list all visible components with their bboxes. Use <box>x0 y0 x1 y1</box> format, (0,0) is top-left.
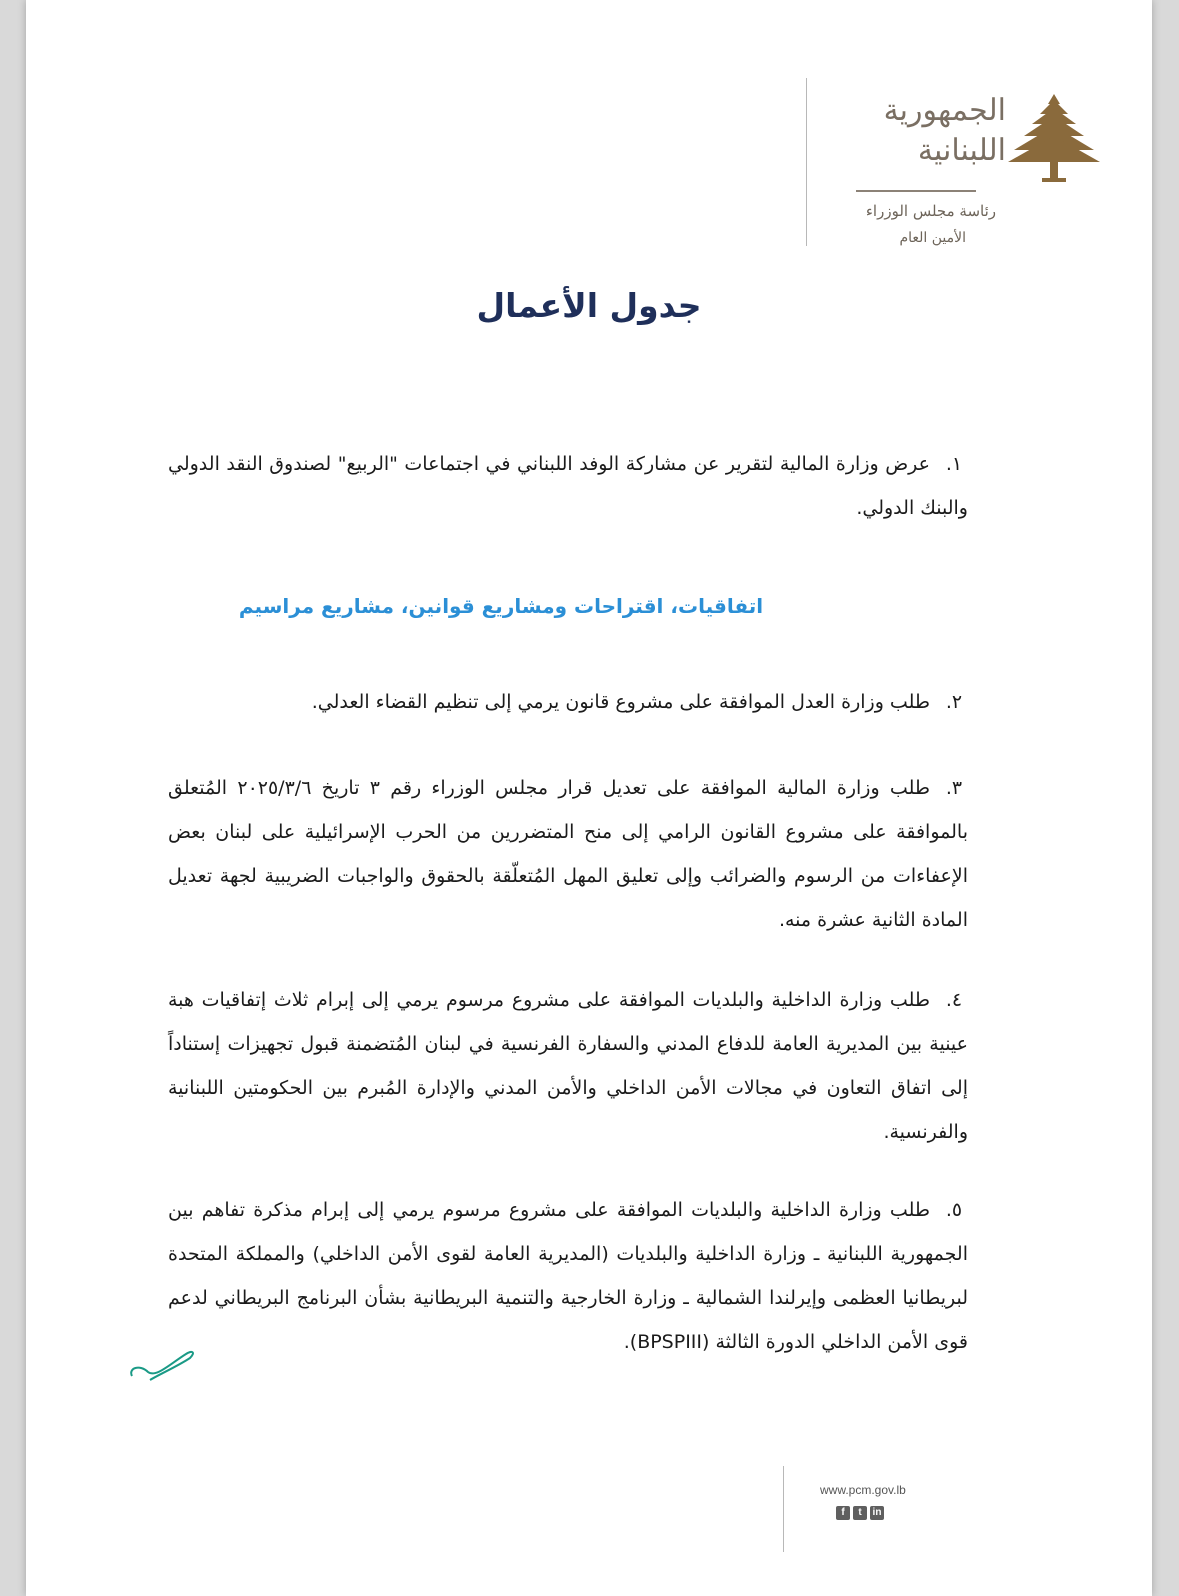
cedar-logo-icon <box>1004 90 1104 190</box>
section-heading: اتفاقيات، اقتراحات ومشاريع قوانين، مشاريع مراسيم <box>238 594 764 618</box>
agenda-item-4 <box>168 978 968 1154</box>
item-text: طلب وزارة الداخلية والبلديات الموافقة على مشروع مرسوم يرمي إلى إبرام ثلاث إتفاقيات هبة عينية بين المديرية العامة للدفاع المدني والسفارة الفرنسية في لبنان المُتضمنة قبول تجهيزات إستناداً إلى اتفاق التعاون في مجالات الأمن الداخلي والأمن المدني والإدارة المُبرم بين الحكومتين اللبنانية والفرنسية. <box>168 989 968 1143</box>
agenda-item-5 <box>168 1188 968 1364</box>
item-number: ٤. <box>945 989 963 1011</box>
seal-text-line1: الجمهورية <box>883 93 1006 128</box>
item-number: ٢. <box>945 691 963 713</box>
signature-initial <box>126 1346 198 1386</box>
item-number: ٣. <box>945 777 963 799</box>
twitter-icon[interactable]: t <box>853 1506 867 1520</box>
letterhead <box>816 80 1116 270</box>
seal-text-line2: اللبنانية <box>917 133 1006 168</box>
page-title: جدول الأعمال <box>476 286 702 325</box>
item-text: طلب وزارة المالية الموافقة على تعديل قرار مجلس الوزراء رقم ٣ تاريخ ٢٠٢٥/٣/٦ المُتعلق بالموافقة على مشروع القانون الرامي إلى منح المتضررين من الحرب الإسرائيلية على لبنان بعض الإعفاءات من الرسوم والضرائب وإلى تعليق المهل المُتعلّقة بالحقوق والواجبات الضريبية لجهة تعديل المادة الثانية عشرة منه. <box>168 777 968 931</box>
agenda-item-1 <box>168 442 968 530</box>
item-text: عرض وزارة المالية لتقرير عن مشاركة الوفد اللبناني في اجتماعات "الربيع" لصندوق النقد الدولي والبنك الدولي. <box>168 453 968 519</box>
office-title: الأمين العام <box>899 230 966 246</box>
agenda-item-3 <box>168 766 968 942</box>
item-number: ١. <box>945 453 963 475</box>
item-number: ٥. <box>945 1199 963 1221</box>
agenda-item-2 <box>168 680 968 724</box>
footer-divider <box>783 1466 784 1552</box>
item-text: طلب وزارة العدل الموافقة على مشروع قانون يرمي إلى تنظيم القضاء العدلي. <box>311 691 930 713</box>
website-link[interactable]: www.pcm.gov.lb <box>820 1483 906 1497</box>
header-divider <box>806 78 807 246</box>
office-name: رئاسة مجلس الوزراء <box>865 202 996 220</box>
linkedin-icon[interactable]: in <box>870 1506 884 1520</box>
document-page <box>26 0 1152 1596</box>
seal-underline <box>856 190 976 192</box>
facebook-icon[interactable]: f <box>836 1506 850 1520</box>
item-text: طلب وزارة الداخلية والبلديات الموافقة على مشروع مرسوم يرمي إلى إبرام مذكرة تفاهم بين الجمهورية اللبنانية ـ وزارة الداخلية والبلديات (المديرية العامة لقوى الأمن الداخلي) والمملكة المتحدة لبريطانيا العظمى وإيرلندا الشمالية ـ وزارة الخارجية والتنمية البريطانية بشأن البرنامج البريطاني لدعم قوى الأمن الداخلي الدورة الثالثة (BPSPIII). <box>168 1199 968 1353</box>
social-links <box>836 1506 884 1520</box>
